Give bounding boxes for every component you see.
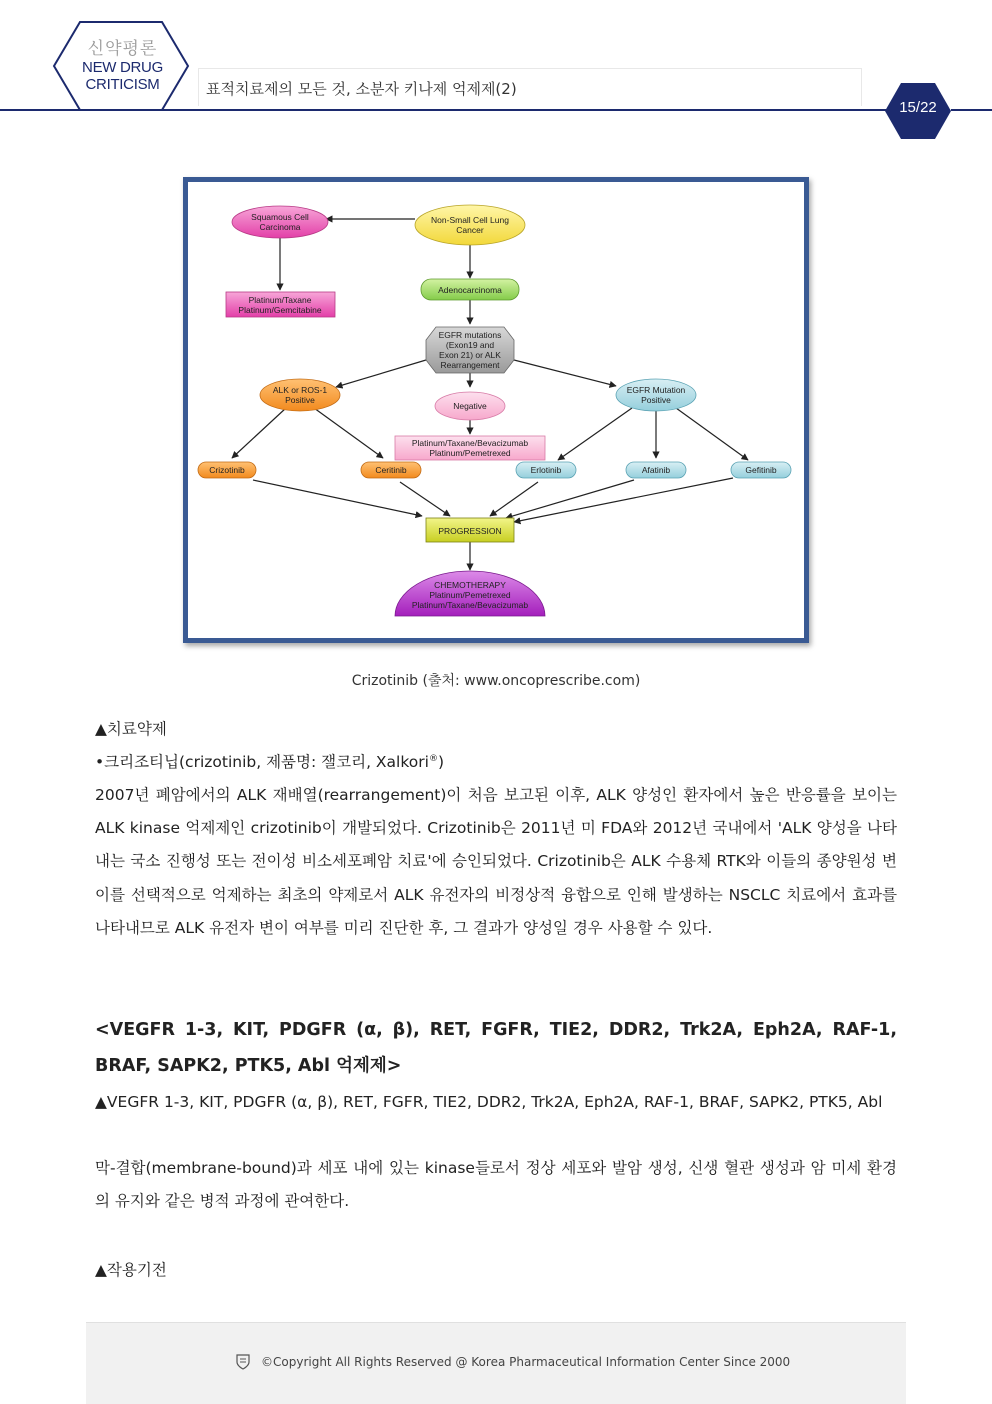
svg-text:PROGRESSION: PROGRESSION bbox=[438, 526, 502, 536]
svg-text:Positive: Positive bbox=[641, 395, 671, 405]
node-alk-positive bbox=[260, 379, 340, 411]
svg-text:Squamous Cell: Squamous Cell bbox=[251, 212, 309, 222]
registered-mark: ® bbox=[428, 753, 438, 764]
shield-icon bbox=[236, 1354, 250, 1370]
svg-text:Carcinoma: Carcinoma bbox=[259, 222, 301, 232]
node-platinum-taxane bbox=[226, 292, 335, 317]
brand-korean: 신약평론 bbox=[87, 39, 158, 59]
brand-logo bbox=[60, 25, 185, 109]
svg-text:Platinum/Taxane/Bevacizumab: Platinum/Taxane/Bevacizumab bbox=[411, 600, 529, 610]
node-erlotinib bbox=[516, 462, 576, 478]
inhibitor-subheading: <VEGFR 1-3, KIT, PDGFR (α, β), RET, FGFR, TIE2, DDR2, Trk2A, Eph2A, RAF-1, BRAF, SAPK2, PTK5, Abl 억제제> bbox=[95, 1020, 897, 1076]
node-negative-treatment bbox=[395, 436, 545, 460]
svg-text:Adenocarcinoma: Adenocarcinoma bbox=[438, 285, 502, 295]
node-gefitinib bbox=[731, 462, 791, 478]
svg-text:Rearrangement: Rearrangement bbox=[440, 360, 500, 370]
kinase-description-paragraph: 막-결합(membrane-bound)과 세포 내에 있는 kinase들로서 정상 세포와 발암 생성, 신생 혈관 생성과 암 미세 환경의 유지와 같은 병적 과정에 관여한다. bbox=[95, 1159, 897, 1211]
svg-text:Exon 21) or ALK: Exon 21) or ALK bbox=[439, 350, 501, 360]
flowchart-figure bbox=[183, 177, 809, 643]
document-title: 표적치료제의 모든 것, 소분자 키나제 억제제(2) bbox=[206, 80, 517, 98]
svg-text:Gefitinib: Gefitinib bbox=[745, 465, 777, 475]
page-header bbox=[0, 0, 992, 150]
svg-text:Negative: Negative bbox=[453, 401, 487, 411]
drug-name-line bbox=[95, 750, 897, 772]
svg-text:Platinum/Taxane/Bevacizumab: Platinum/Taxane/Bevacizumab bbox=[411, 438, 529, 448]
svg-text:Platinum/Gemcitabine: Platinum/Gemcitabine bbox=[238, 305, 322, 315]
node-progression bbox=[426, 518, 514, 542]
svg-text:Non-Small Cell Lung: Non-Small Cell Lung bbox=[431, 215, 509, 225]
svg-text:Afatinib: Afatinib bbox=[641, 465, 671, 475]
svg-text:Cancer: Cancer bbox=[456, 225, 484, 235]
page-footer bbox=[86, 1322, 906, 1404]
svg-text:(Exon19 and: (Exon19 and bbox=[445, 340, 495, 350]
node-ceritinib bbox=[361, 462, 421, 478]
svg-text:Erlotinib: Erlotinib bbox=[530, 465, 562, 475]
node-egfr-alk-test bbox=[426, 327, 514, 373]
svg-text:Platinum/Pemetrexed: Platinum/Pemetrexed bbox=[429, 590, 511, 600]
node-nsclc bbox=[415, 205, 525, 245]
figure-caption: Crizotinib (출처: www.oncoprescribe.com) bbox=[351, 673, 641, 689]
node-afatinib bbox=[626, 462, 686, 478]
drug-name-close: ) bbox=[437, 753, 444, 771]
crizotinib-paragraph: 2007년 폐암에서의 ALK 재배열(rearrangement)이 처음 보고된 이후, ALK 양성인 환자에서 높은 반응률을 보이는 ALK kinase 억제제인 crizotinib이 개발되었다. Crizotinib은 2011년 미 FDA와 2012년 국내에서 'ALK 양성을 나타내는 국소 진행성 또는 전이성 비소세포폐암 치료'에 승인되었다. Crizotinib은 ALK 수용체 RTK와 이들의 종양원성 변이를 선택적으로 억제하는 최초의 약제로서 ALK 유전자의 비정상적 융합으로 인해 발생하는 NSCLC 치료에서 효과를 나타내므로 ALK 유전자 변이 여부를 미리 진단한 후, 그 결과가 양성일 경우 사용할 수 있다. bbox=[95, 786, 897, 937]
node-chemotherapy bbox=[395, 571, 545, 616]
svg-text:Platinum/Taxane: Platinum/Taxane bbox=[248, 295, 312, 305]
brand-english-line1: NEW DRUG bbox=[82, 59, 163, 76]
copyright-text: ©Copyright All Rights Reserved @ Korea Pharmaceutical Information Center Since 2000 bbox=[261, 1355, 791, 1369]
section-heading-treatment: ▲치료약제 bbox=[95, 720, 167, 738]
svg-text:CHEMOTHERAPY: CHEMOTHERAPY bbox=[434, 580, 506, 590]
drug-name-text: •크리조티닙(crizotinib, 제품명: 잴코리, Xalkori bbox=[95, 753, 429, 771]
svg-text:Platinum/Pemetrexed: Platinum/Pemetrexed bbox=[429, 448, 511, 458]
svg-text:EGFR Mutation: EGFR Mutation bbox=[626, 385, 686, 395]
svg-text:EGFR mutations: EGFR mutations bbox=[438, 330, 502, 340]
node-egfr-positive bbox=[616, 379, 696, 411]
svg-text:Crizotinib: Crizotinib bbox=[209, 465, 245, 475]
node-adenocarcinoma bbox=[421, 279, 519, 300]
node-negative bbox=[435, 392, 505, 420]
svg-text:ALK or ROS-1: ALK or ROS-1 bbox=[272, 385, 328, 395]
svg-text:Ceritinib: Ceritinib bbox=[375, 465, 407, 475]
svg-text:Positive: Positive bbox=[285, 395, 315, 405]
section-heading-mechanism: ▲작용기전 bbox=[95, 1261, 167, 1279]
flowchart-svg bbox=[188, 182, 804, 638]
page-number: 15/22 bbox=[899, 99, 937, 116]
node-squamous-cell bbox=[232, 206, 328, 238]
node-crizotinib bbox=[198, 462, 256, 478]
target-list: ▲VEGFR 1-3, KIT, PDGFR (α, β), RET, FGFR, TIE2, DDR2, Trk2A, Eph2A, RAF-1, BRAF, SAPK2, PTK5, Abl bbox=[95, 1093, 883, 1111]
brand-english-line2: CRITICISM bbox=[85, 76, 160, 93]
